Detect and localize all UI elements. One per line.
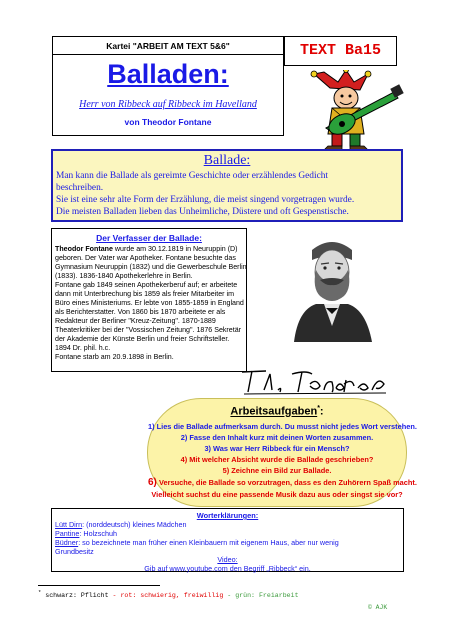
task-6-number: 6) (148, 477, 157, 488)
author-bio-line: der Akademie der Künste Berlin und freier Schriftsteller. (55, 335, 230, 343)
author-bio-line: Theodor Fontane wurde am 30.12.1819 in Neuruppin (D) (55, 245, 238, 253)
task-5: 5) Zeichne ein Bild zur Ballade. (222, 466, 332, 475)
tasks-oval (147, 398, 417, 507)
ballade-line: Man kann die Ballade als gereimte Geschichte oder erzählendes Gedicht (56, 171, 329, 181)
header-box (52, 36, 284, 136)
text-code-box (284, 36, 397, 66)
author-bio-line: Redakteur der Berliner "Kreuz-Zeitung". 1870-1889 (55, 317, 216, 325)
author-bio-box (51, 228, 247, 372)
author-bio-line: Theaterkritiker bei der "Vossischen Zeitung". 1876 Sekretär (55, 326, 242, 334)
task-2: 2) Fasse den Inhalt kurz mit deinen Worten zusammen. (180, 433, 374, 442)
task-1: 1) Lies die Ballade aufmerksam durch. Du musst nicht jedes Wort verstehen. (148, 422, 417, 431)
tasks-heading: Arbeitsaufgaben (230, 405, 318, 418)
task-4: 4) Mit welcher Absicht wurde die Ballade geschrieben? (180, 455, 374, 464)
video-label: Video: (217, 555, 238, 564)
author-bio-line: (1833). 1836-1840 Apothekerlehre in Berlin. (55, 272, 193, 280)
author-bio-heading: Der Verfasser der Ballade: (96, 233, 202, 243)
author-bio-line: Gymnasium Neuruppin (1832) und die Gewerbeschule Berlin (55, 263, 247, 271)
author-line: von Theodor Fontane (124, 117, 212, 127)
glossary-box (51, 508, 404, 572)
task-3: 3) Was war Herr Ribbeck für ein Mensch? (204, 444, 350, 453)
glossary-entry: Büdner: so bezeichnete man früher einen Kleinbauern mit eigenem Haus, aber nur wenig (55, 538, 339, 547)
ballade-line: Die meisten Balladen lieben das Unheimliche, Düstere und oft Gespenstische. (56, 207, 349, 217)
header-divider (53, 54, 283, 55)
text-code: TEXT Ba15 (299, 42, 381, 59)
glossary-term: Lütt Dirn (55, 520, 83, 529)
author-bio-line: als Berichterstatter. Von 1860 bis 1870 arbeitete er als (55, 308, 226, 316)
task-6-continued: Vielleicht suchst du eine passende Musik dazu aus oder singst sie vor? (151, 490, 403, 499)
page-title: Balladen: (107, 59, 229, 89)
footnote-divider (38, 585, 160, 586)
kartei-label: Kartei "ARBEIT AM TEXT 5&6" (106, 41, 230, 51)
video-hint: Gib auf www.youtube.com den Begriff „Ribbeck“ ein. (144, 564, 311, 573)
author-bio-line: Büro eines Ministeriums. Er lebte von 1855-1859 in England (55, 299, 244, 307)
jester-guitar-illustration (302, 70, 406, 152)
author-bio-line: Fontane gab 1849 seinen Apothekerberuf auf; er arbeitete (55, 281, 238, 289)
author-bio-line: dann mit Unterbrechung bis 1859 als freier Mitarbeiter im (55, 290, 235, 298)
ballade-line: Sie ist eine sehr alte Form der Erzählung, die meist singend vorgetragen wurde. (56, 195, 355, 205)
ballade-line: beschreiben. (56, 183, 104, 193)
tasks-marker: * (317, 405, 320, 412)
footnote: * schwarz: Pflicht - rot: schwierig, freiwillig - grün: Freiarbeit (38, 589, 299, 600)
glossary-term: Pantine (55, 529, 80, 538)
author-bio-line: Fontane starb am 20.9.1898 in Berlin. (55, 353, 174, 361)
fontane-signature (236, 366, 396, 396)
author-bio-line: geboren. Der Vater war Apotheker. Fontane besuchte das (55, 254, 236, 262)
ballade-definition-box (51, 149, 403, 222)
glossary-term: Büdner (55, 538, 79, 547)
page-subtitle: Herr von Ribbeck auf Ribbeck im Havelland (79, 99, 257, 110)
glossary-heading: Worterklärungen: (196, 511, 259, 520)
author-name: Theodor Fontane (55, 245, 113, 253)
fontane-portrait (286, 230, 378, 342)
glossary-entry-continued: Grundbesitz (55, 547, 94, 556)
task-6: 6) Versuche, die Ballade so vorzutragen, dass es den Zuhörern Spaß macht. (148, 477, 417, 488)
ballade-heading: Ballade: (203, 153, 251, 168)
tasks-heading-line: Arbeitsaufgaben*: (230, 405, 324, 418)
glossary-entry: Lütt Dirn: (norddeutsch) kleines Mädchen (55, 520, 187, 529)
author-bio-line: 1894 Dr. phil. h.c. (55, 344, 111, 352)
copyright: © AJK (368, 604, 388, 611)
glossary-entry: Pantine: Holzschuh (55, 529, 117, 538)
